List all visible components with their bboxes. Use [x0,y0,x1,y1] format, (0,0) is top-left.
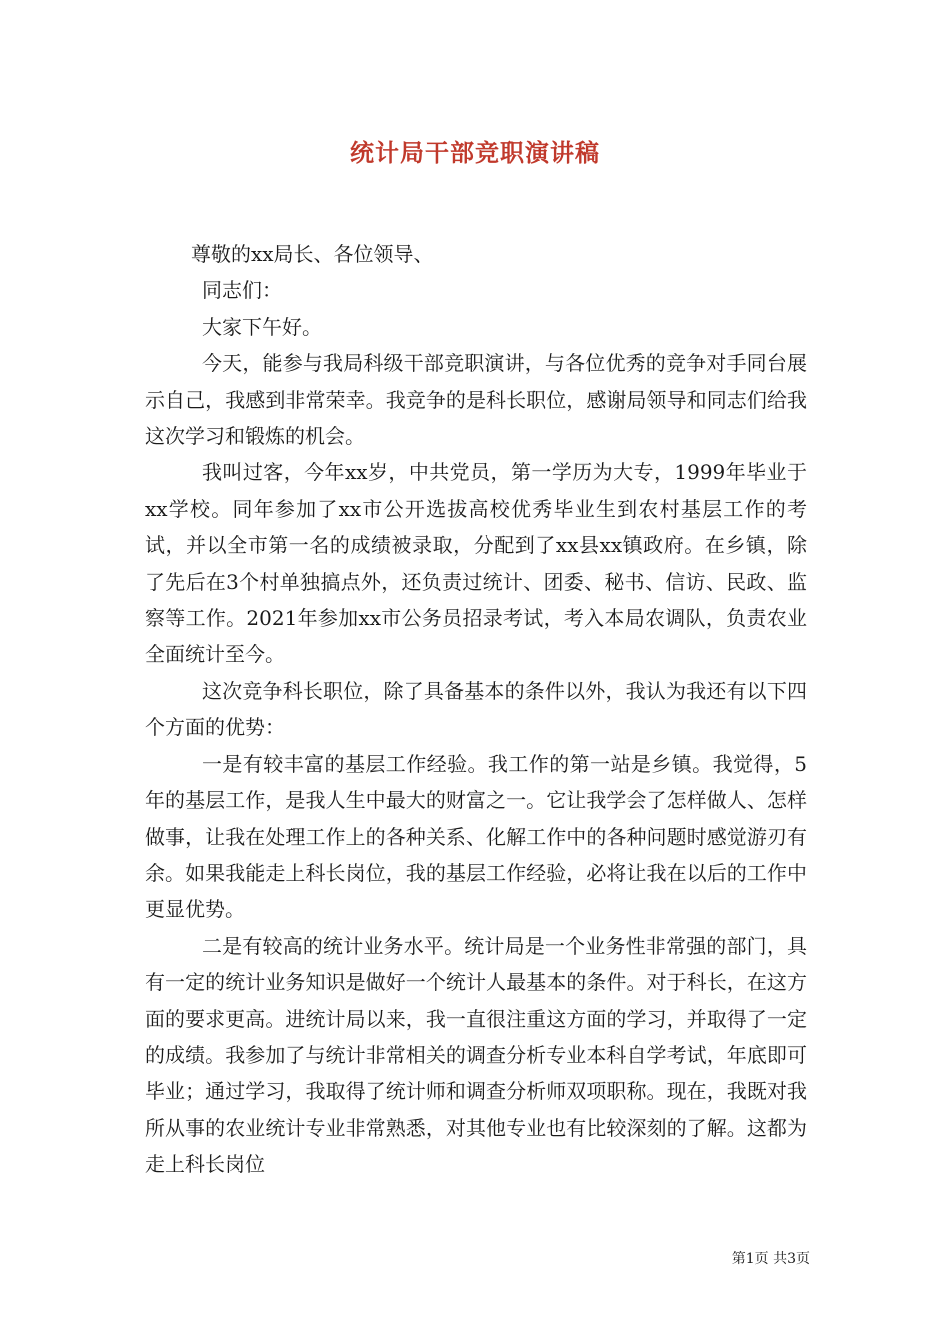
paragraph-advantage-two: 二是有较高的统计业务水平。统计局是一个业务性非常强的部门，具有一定的统计业务知识是做好一个统计人最基本的条件。对于科长，在这方面的要求更高。进统计局以来，我一直很注重这方面的学习，并取得了一定的成绩。我参加了与统计非常相关的调查分析专业本科自学考试，年底即可毕业；通过学习，我取得了统计师和调查分析师双项职称。现在，我既对我所从事的农业统计专业非常熟悉，对其他专业也有比较深刻的了解。这都为走上科长岗位 [145,933,807,1177]
greeting-line: 大家下午好。 [202,314,322,339]
paragraph-advantages-lead: 这次竞争科长职位，除了具备基本的条件以外，我认为我还有以下四个方面的优势： [145,678,807,740]
salutation-colleagues: 同志们： [202,278,282,303]
salutation-line: 尊敬的xx局长、各位领导、 [191,242,434,266]
page-number-footer: 第1页 共3页 [731,1251,810,1267]
document-title: 统计局干部竞职演讲稿 [350,138,600,167]
paragraph-intro: 今天，能参与我局科级干部竞职演讲，与各位优秀的竞争对手同台展示自己，我感到非常荣幸。我竞争的是科长职位，感谢局领导和同志们给我这次学习和锻炼的机会。 [145,351,807,449]
document-body [145,236,807,1183]
paragraph-advantage-one: 一是有较丰富的基层工作经验。我工作的第一站是乡镇。我觉得，5年的基层工作，是我人生中最大的财富之一。它让我学会了怎样做人、怎样做事，让我在处理工作上的各种关系、化解工作中的各种问题时感觉游刃有余。如果我能走上科长岗位，我的基层工作经验，必将让我在以后的工作中更显优势。 [145,751,807,922]
paragraph-self-introduction: 我叫过客，今年xx岁，中共党员，第一学历为大专，1999年毕业于xx学校。同年参加了xx市公开选拔高校优秀毕业生到农村基层工作的考试，并以全市第一名的成绩被录取，分配到了xx县xx镇政府。在乡镇，除了先后在3个村单独搞点外，还负责过统计、团委、秘书、信访、民政、监察等工作。2021年参加xx市公务员招录考试，考入本局农调队，负责农业全面统计至今。 [145,460,807,667]
